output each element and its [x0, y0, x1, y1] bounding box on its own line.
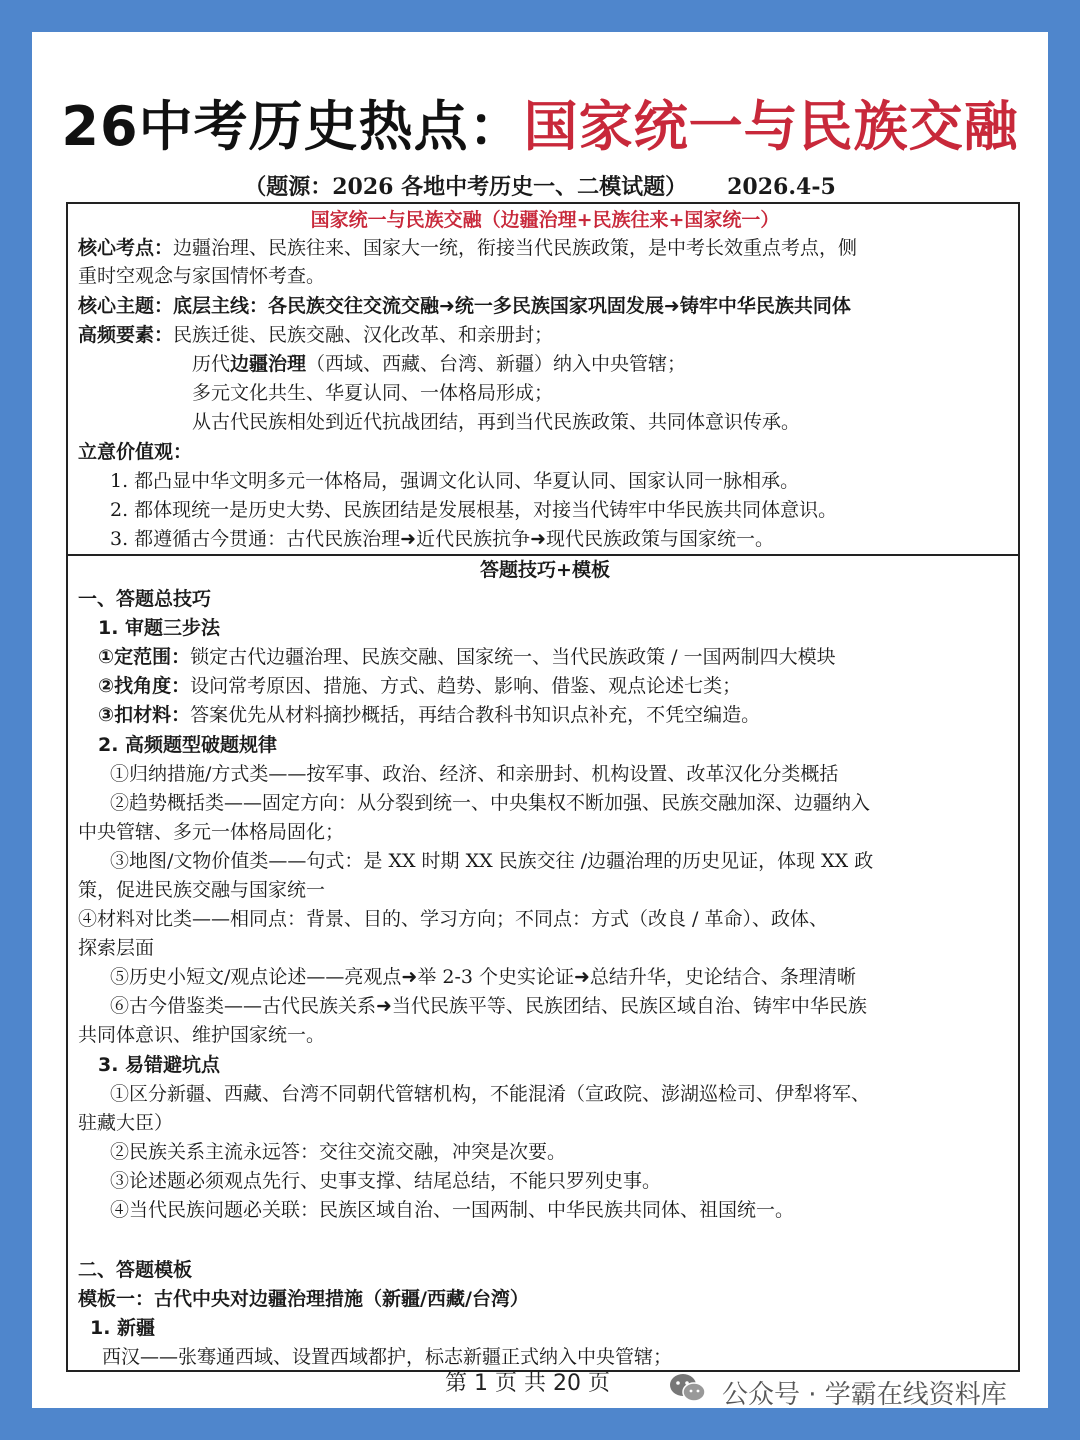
- high-freq-line4: 从古代民族相处到近代抗战团结，再到当代民族政策、共同体意识传承。: [192, 411, 801, 433]
- values-item-2: 2. 都体现统一是历史大势、民族团结是发展根基，对接当代铸牢中华民族共同体意识。: [110, 499, 838, 521]
- core-points-text2: 重时空观念与家国情怀考查。: [78, 265, 326, 287]
- core-points-line1: [78, 234, 857, 262]
- page-number: 第 1 页 共 20 页: [445, 1371, 610, 1396]
- wechat-icon: [668, 1372, 708, 1404]
- source-text: （题源：2026 各地中考历史一、二模试题）: [244, 174, 688, 200]
- step-3: [98, 701, 760, 729]
- values-item-3: 3. 都遵循古今贯通：古代民族治理➜近代民族抗争➜现代民族政策与国家统一。: [110, 528, 775, 550]
- page-title: [32, 84, 1048, 161]
- template-1-sub1: 1. 新疆: [90, 1317, 156, 1339]
- rule-line-10: 共同体意识、维护国家统一。: [78, 1024, 326, 1046]
- watermark-text: 公众号 · 学霸在线资料库: [722, 1380, 1007, 1410]
- core-theme-text: 底层主线：各民族交往交流交融➜统一多民族国家巩固发展➜铸牢中华民族共同体: [173, 295, 851, 317]
- rule-line-1: ①归纳措施/方式类——按军事、政治、经济、和亲册封、机构设置、改革汉化分类概括: [110, 763, 839, 785]
- high-freq-text1: 民族迁徙、民族交融、汉化改革、和亲册封；: [173, 324, 554, 346]
- step-3-text: 答案优先从材料摘抄概括，再结合教科书知识点补充，不凭空编造。: [190, 704, 761, 726]
- source-date: 2026.4-5: [727, 174, 836, 200]
- pitfall-line-2: 驻藏大臣）: [78, 1112, 174, 1134]
- pitfall-line-5: ④当代民族问题必关联：民族区域自治、一国两制、中华民族共同体、祖国统一。: [110, 1199, 795, 1221]
- values-item-1: 1. 都凸显中华文明多元一体格局，强调文化认同、华夏认同、国家认同一脉相承。: [110, 470, 800, 492]
- template-1-line1: 西汉——张骞通西域、设置西域都护，标志新疆正式纳入中央管辖；: [102, 1346, 673, 1368]
- high-freq-label: 高频要素：: [78, 324, 174, 346]
- section2-heading: 答题技巧+模板: [480, 559, 610, 581]
- templates-heading: 二、答题模板: [78, 1259, 193, 1281]
- source-line: [32, 170, 1048, 201]
- step-1-text: 锁定古代边疆治理、民族交融、国家统一、当代民族政策 / 一国两制四大模块: [190, 646, 836, 668]
- core-points-text1: 边疆治理、民族往来、国家大一统，衔接当代民族政策，是中考长效重点考点，侧: [173, 237, 858, 259]
- skills-sub3: 3. 易错避坑点: [98, 1054, 221, 1076]
- core-theme-line: [78, 292, 851, 320]
- core-points-label: 核心考点：: [78, 237, 174, 259]
- rule-line-2: ②趋势概括类——固定方向：从分裂到统一、中央集权不断加强、民族交融加深、边疆纳入: [110, 792, 871, 814]
- high-freq-line2: [192, 350, 686, 378]
- high-freq-line2-bold: 边疆治理: [230, 353, 307, 375]
- high-freq-line2-pre: 历代: [192, 353, 231, 375]
- document-page: [32, 32, 1048, 1408]
- step-2: [98, 672, 741, 700]
- title-part-1: 26中考历史热点：: [61, 95, 524, 158]
- pitfall-line-4: ③论述题必须观点先行、史事支撑、结尾总结，不能只罗列史事。: [110, 1170, 662, 1192]
- values-label: 立意价值观：: [78, 441, 193, 463]
- skills-sub2: 2. 高频题型破题规律: [98, 734, 278, 756]
- skills-heading: 一、答题总技巧: [78, 588, 212, 610]
- step-2-text: 设问常考原因、措施、方式、趋势、影响、借鉴、观点论述七类；: [190, 675, 742, 697]
- box-heading: 国家统一与民族交融（边疆治理+民族往来+国家统一）: [310, 209, 780, 231]
- skills-sub1: 1. 审题三步法: [98, 617, 221, 639]
- rule-line-6: ④材料对比类——相同点：背景、目的、学习方向；不同点：方式（改良 / 革命）、政体、: [78, 908, 828, 930]
- content-box: [66, 202, 1020, 1372]
- pitfall-line-3: ②民族关系主流永远答：交往交流交融，冲突是次要。: [110, 1141, 567, 1163]
- core-theme-label: 核心主题：: [78, 295, 174, 317]
- step-1: [98, 643, 836, 671]
- pitfall-line-1: ①区分新疆、西藏、台湾不同朝代管辖机构，不能混淆（宣政院、澎湖巡检司、伊犁将军、: [110, 1083, 871, 1105]
- step-3-label: ③扣材料：: [98, 704, 191, 726]
- rule-line-9: ⑥古今借鉴类——古代民族关系➜当代民族平等、民族团结、民族区域自治、铸牢中华民族: [110, 995, 867, 1017]
- high-freq-line2-post: （西域、西藏、台湾、新疆）纳入中央管辖；: [306, 353, 687, 375]
- rule-line-3: 中央管辖、多元一体格局固化；: [78, 821, 345, 843]
- template-1-title: 模板一：古代中央对边疆治理措施（新疆/西藏/台湾）: [78, 1288, 529, 1310]
- rule-line-7: 探索层面: [78, 937, 155, 959]
- step-1-label: ①定范围：: [98, 646, 191, 668]
- title-part-2: 国家统一与民族交融: [523, 95, 1019, 158]
- high-freq-line1: [78, 321, 553, 349]
- rule-line-4: ③地图/文物价值类——句式：是 XX 时期 XX 民族交往 /边疆治理的历史见证，体现 XX 政: [110, 850, 874, 872]
- rule-line-8: ⑤历史小短文/观点论述——亮观点➜举 2-3 个史实论证➜总结升华，史论结合、条理清晰: [110, 966, 856, 988]
- high-freq-line3: 多元文化共生、华夏认同、一体格局形成；: [192, 382, 554, 404]
- step-2-label: ②找角度：: [98, 675, 191, 697]
- rule-line-5: 策，促进民族交融与国家统一: [78, 879, 326, 901]
